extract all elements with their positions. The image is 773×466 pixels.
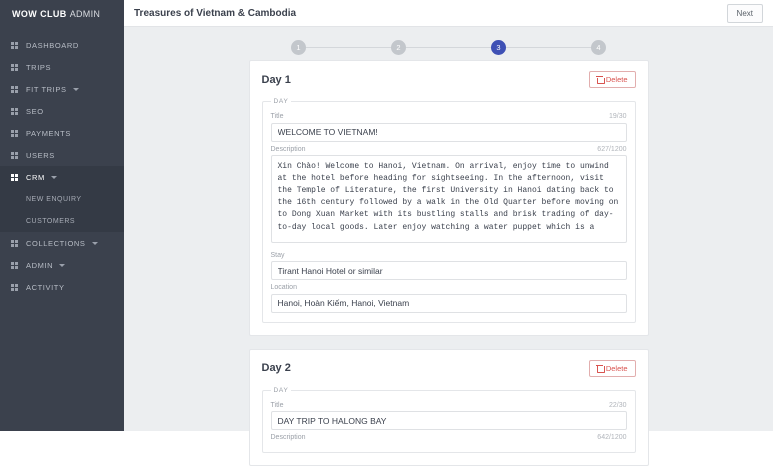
day-description-counter: 627/1200 xyxy=(597,146,626,153)
sidebar-item-payments[interactable] xyxy=(0,122,124,144)
day-title-heading: Day 2 xyxy=(262,362,291,374)
days-scroll-area[interactable] xyxy=(124,60,773,431)
day-fieldset-legend: DAY xyxy=(271,98,292,105)
sidebar-subitem-new-enquiry[interactable] xyxy=(0,188,124,210)
step-number: 4 xyxy=(591,40,606,55)
day-title-heading: Day 1 xyxy=(262,74,291,86)
sidebar-item-label: FIT TRIPS xyxy=(26,85,67,94)
sidebar-item-dashboard[interactable] xyxy=(0,34,124,56)
step-number: 3 xyxy=(491,40,506,55)
sidebar-item-label: ACTIVITY xyxy=(26,283,65,292)
day-stay-field xyxy=(271,252,627,281)
step-number: 1 xyxy=(291,40,306,55)
sidebar-item-trips[interactable] xyxy=(0,56,124,78)
step-connector xyxy=(399,47,499,48)
sidebar-subitem-label: NEW ENQUIRY xyxy=(26,196,82,203)
day-title-input[interactable] xyxy=(271,123,627,142)
day-fieldset xyxy=(262,98,636,323)
day-stay-input[interactable] xyxy=(271,261,627,280)
day-description-label: Description xyxy=(271,434,306,441)
brand-name: WOW CLUB xyxy=(12,9,67,19)
next-button[interactable]: Next xyxy=(727,4,763,23)
sidebar-item-label: TRIPS xyxy=(26,63,51,72)
trash-icon xyxy=(597,365,603,372)
sidebar-item-collections[interactable] xyxy=(0,232,124,254)
day-fieldset-legend: DAY xyxy=(271,387,292,394)
day-location-input[interactable] xyxy=(271,294,627,313)
day-title-counter: 22/30 xyxy=(609,402,627,409)
sidebar-item-fit-trips[interactable] xyxy=(0,78,124,100)
grid-icon xyxy=(11,130,18,137)
day-location-label: Location xyxy=(271,284,297,291)
day-card-header xyxy=(262,71,636,88)
chevron-down-icon xyxy=(73,88,79,91)
page-title: Treasures of Vietnam & Cambodia xyxy=(134,8,296,19)
day-title-field xyxy=(271,402,627,431)
day-stay-label: Stay xyxy=(271,252,285,259)
grid-icon xyxy=(11,174,18,181)
day-description-field-head xyxy=(271,434,627,441)
day-description-field-head xyxy=(271,146,627,153)
step-number: 2 xyxy=(391,40,406,55)
grid-icon xyxy=(11,108,18,115)
day-location-field xyxy=(271,284,627,313)
sidebar-subnav-crm xyxy=(0,188,124,232)
delete-day-label: Delete xyxy=(606,364,628,373)
day-title-field-head xyxy=(271,113,627,120)
sidebar-item-label: COLLECTIONS xyxy=(26,239,86,248)
day-title-field-head xyxy=(271,402,627,409)
day-description-field xyxy=(271,146,627,248)
step-connector xyxy=(499,47,599,48)
grid-icon xyxy=(11,152,18,159)
day-title-label: Title xyxy=(271,113,284,120)
brand-subtitle: ADMIN xyxy=(70,9,101,19)
delete-day-label: Delete xyxy=(606,75,628,84)
day-stay-field-head xyxy=(271,252,627,259)
main-content xyxy=(124,0,773,431)
grid-icon xyxy=(11,284,18,291)
grid-icon xyxy=(11,240,18,247)
topbar xyxy=(124,0,773,27)
sidebar-item-admin[interactable] xyxy=(0,254,124,276)
chevron-down-icon xyxy=(59,264,65,267)
day-title-label: Title xyxy=(271,402,284,409)
day-location-field-head xyxy=(271,284,627,291)
sidebar-item-users[interactable] xyxy=(0,144,124,166)
day-card-header xyxy=(262,360,636,377)
day-title-counter: 19/30 xyxy=(609,113,627,120)
day-card xyxy=(249,60,649,336)
brand xyxy=(0,0,124,28)
day-title-input[interactable] xyxy=(271,411,627,430)
chevron-down-icon xyxy=(51,176,57,179)
sidebar-item-activity[interactable] xyxy=(0,276,124,298)
day-card xyxy=(249,349,649,466)
trash-icon xyxy=(597,76,603,83)
sidebar-subitem-label: CUSTOMERS xyxy=(26,218,75,225)
sidebar-item-label: PAYMENTS xyxy=(26,129,71,138)
chevron-down-icon xyxy=(92,242,98,245)
sidebar-item-crm[interactable] xyxy=(0,166,124,188)
sidebar xyxy=(0,0,124,431)
day-fieldset xyxy=(262,387,636,454)
step-connector xyxy=(299,47,399,48)
day-description-counter: 642/1200 xyxy=(597,434,626,441)
grid-icon xyxy=(11,64,18,71)
sidebar-subitem-customers[interactable] xyxy=(0,210,124,232)
sidebar-item-seo[interactable] xyxy=(0,100,124,122)
sidebar-nav xyxy=(0,28,124,298)
day-title-field xyxy=(271,113,627,142)
day-description-field xyxy=(271,434,627,441)
grid-icon xyxy=(11,86,18,93)
grid-icon xyxy=(11,262,18,269)
sidebar-item-label: SEO xyxy=(26,107,44,116)
delete-day-button[interactable] xyxy=(589,71,636,88)
grid-icon xyxy=(11,42,18,49)
sidebar-item-label: DASHBOARD xyxy=(26,41,79,50)
day-description-textarea[interactable] xyxy=(271,155,627,243)
sidebar-item-label: USERS xyxy=(26,151,55,160)
sidebar-item-label: CRM xyxy=(26,173,45,182)
day-description-label: Description xyxy=(271,146,306,153)
delete-day-button[interactable] xyxy=(589,360,636,377)
sidebar-item-label: ADMIN xyxy=(26,261,53,270)
